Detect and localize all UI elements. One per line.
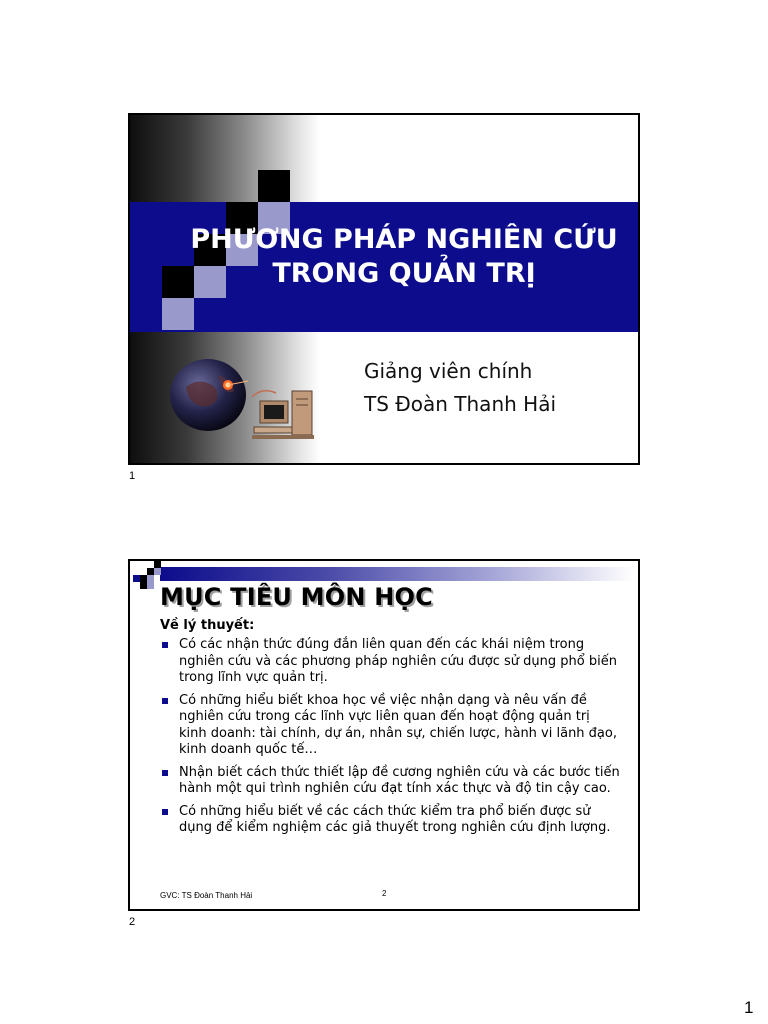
decor-square — [162, 298, 194, 330]
bullet-icon — [162, 770, 168, 776]
decor-square — [147, 582, 154, 589]
header-bar — [160, 567, 634, 581]
list-item-text: Có những hiểu biết về các cách thức kiểm tra phổ biến được sử dụng để kiểm nghiệm các giả thuyết trong nghiên cứu định lượng. — [179, 803, 611, 835]
presenter-role: Giảng viên chính — [364, 359, 533, 383]
slide-subheading: Về lý thuyết: — [160, 618, 255, 633]
list-item-text: Có các nhận thức đúng đắn liên quan đến các khái niệm trong nghiên cứu và các phương pháp nghiên cứu được sử dụng phổ biến trong lĩnh vực quản trị. — [179, 637, 617, 685]
globe-icon — [168, 357, 250, 433]
slide-title-line-1: PHƯƠNG PHÁP NGHIÊN CỨU — [190, 224, 618, 255]
slide-2-page-number: 2 — [129, 916, 136, 928]
presenter-name: TS Đoàn Thanh Hải — [364, 392, 557, 416]
decor-square — [258, 170, 290, 202]
list-item — [160, 693, 620, 759]
slide-title — [170, 223, 638, 291]
list-item-text: Có những hiểu biết khoa học về việc nhận dạng và nêu vấn đề nghiên cứu trong các lĩnh vực liên quan đến hoạt động quản trị kinh doanh: tài chính, dự án, nhân sự, chiến lược, hành vi lãnh đạo, kinh doanh quốc tế… — [179, 692, 617, 757]
decor-square — [130, 234, 162, 266]
presenter-info — [364, 355, 556, 421]
decor-square — [154, 568, 161, 575]
slide-title-line-2: TRONG QUẢN TRỊ — [272, 258, 536, 289]
decor-square — [140, 575, 147, 582]
decor-square — [147, 575, 154, 582]
slide-footer-author: GVC: TS Đoàn Thanh Hải — [160, 891, 253, 900]
slide-1 — [128, 113, 640, 465]
list-item-text: Nhận biết cách thức thiết lập đề cương nghiên cứu và các bước tiến hành một qui trình nghiên cứu đạt tính xác thực và độ tin cậy cao. — [179, 764, 620, 796]
slide-2 — [128, 559, 640, 911]
slide-footer-number: 2 — [382, 889, 387, 898]
document-page-number: 1 — [744, 998, 754, 1017]
bullet-icon — [162, 809, 168, 815]
list-item — [160, 804, 620, 837]
decor-square — [133, 575, 140, 582]
list-item — [160, 765, 620, 798]
decor-square — [154, 561, 161, 568]
bullet-icon — [162, 642, 168, 648]
slide-1-page-number: 1 — [129, 470, 136, 482]
decor-square — [140, 582, 147, 589]
list-item — [160, 637, 620, 687]
decor-square — [147, 568, 154, 575]
objectives-list — [160, 637, 620, 843]
computer-icon — [252, 383, 322, 445]
slide-heading: MỤC TIÊU MÔN HỌC — [160, 583, 433, 611]
bullet-icon — [162, 698, 168, 704]
